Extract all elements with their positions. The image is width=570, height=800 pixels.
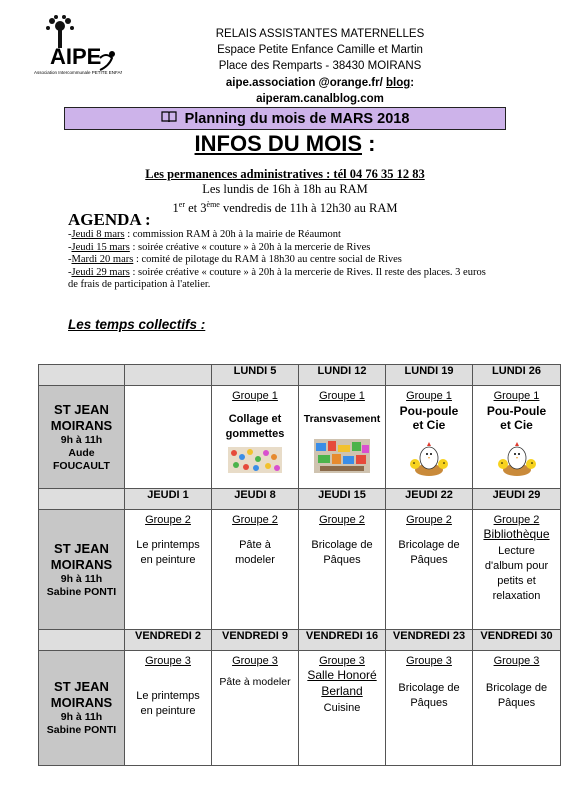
header-line3: Place des Remparts - 38430 MOIRANS: [218, 60, 422, 72]
day-header: LUNDI 26: [473, 365, 561, 386]
activity-cell: Groupe 3 Le printemps en peinture: [125, 651, 212, 766]
logo-tagline: Association Intercommunale PETITE ENFANCE: [33, 70, 122, 75]
aipe-logo-graphic: [22, 14, 122, 84]
planning-table: [38, 364, 561, 766]
hen-icon: [407, 436, 451, 476]
location-cell: ST JEAN MOIRANS 9h à 11h Sabine PONTI: [39, 510, 125, 630]
permanences-line1: Les lundis de 16h à 18h au RAM: [202, 182, 368, 196]
activity-cell: Groupe 3 Salle Honoré Berland Cuisine: [299, 651, 386, 766]
infos-title: INFOS DU MOIS: [194, 131, 362, 156]
day-header: JEUDI 1: [125, 489, 212, 510]
book-icon: [161, 111, 177, 126]
activity-cell: Groupe 2 Le printemps en peinture: [125, 510, 212, 630]
agenda-item: -Jeudi 15 mars : soirée créative « couture » à 20h à la mercerie de Rives: [68, 241, 371, 253]
infos-suffix: :: [362, 131, 376, 156]
day-header: JEUDI 8: [212, 489, 299, 510]
day-header: JEUDI 15: [299, 489, 386, 510]
day-header: VENDREDI 16: [299, 630, 386, 651]
header-line2: Espace Petite Enfance Camille et Martin: [217, 44, 423, 56]
activity-cell: Groupe 3 Pâte à modeler: [212, 651, 299, 766]
activity-cell: Groupe 2 Pâte à modeler: [212, 510, 299, 630]
jeudi-row: [39, 510, 561, 630]
agenda-item: -Jeudi 8 mars : commission RAM à 20h à la mairie de Réaumont: [68, 229, 341, 240]
activity-cell: Groupe 1 Pou-Poule et Cie: [473, 386, 561, 489]
planning-banner: [64, 107, 506, 130]
activity-cell: Groupe 2 Bibliothèque Lecture d'album pour petits et relaxation: [473, 510, 561, 630]
empty-cell: [125, 386, 212, 489]
vendredi-row: [39, 651, 561, 766]
activity-cell: Groupe 1 Pou-poule et Cie: [386, 386, 473, 489]
day-header: LUNDI 19: [386, 365, 473, 386]
gommettes-photo: [228, 447, 282, 473]
day-header: VENDREDI 23: [386, 630, 473, 651]
logo-text: AIPE: [50, 44, 102, 69]
collectifs-title: Les temps collectifs :: [68, 317, 206, 332]
day-header: LUNDI 12: [299, 365, 386, 386]
banner-title: Planning du mois de MARS 2018: [184, 110, 410, 127]
agenda-item: -Mardi 20 mars : comité de pilotage du RAM à 18h30 au centre social de Rives: [68, 254, 402, 265]
header-email[interactable]: aipe.association @orange.fr/: [225, 77, 383, 89]
activity-cell: Groupe 2 Bricolage de Pâques: [386, 510, 473, 630]
permanences-title: Les permanences administratives : tél 04 76 35 12 83: [145, 167, 425, 181]
header-blog-label[interactable]: blog: [386, 77, 411, 89]
agenda-title: AGENDA :: [68, 210, 151, 229]
header-contact: [170, 75, 470, 107]
jeudi-header-row: [39, 489, 561, 510]
vendredi-header-row: [39, 630, 561, 651]
day-header: JEUDI 29: [473, 489, 561, 510]
header-blog-url[interactable]: : aiperam.canalblog.com: [256, 77, 415, 105]
activity-cell: Groupe 3 Bricolage de Pâques: [386, 651, 473, 766]
day-header: VENDREDI 9: [212, 630, 299, 651]
activity-cell: Groupe 1 Collage et gommettes: [212, 386, 299, 489]
infos-heading: [0, 131, 570, 157]
day-header: VENDREDI 30: [473, 630, 561, 651]
lundi-row: [39, 386, 561, 489]
aipe-logo: [22, 14, 122, 84]
lundi-header-row: [39, 365, 561, 386]
day-header: LUNDI 5: [212, 365, 299, 386]
activity-cell: Groupe 3 Bricolage de Pâques: [473, 651, 561, 766]
permanences-line2: 1er et 3ème vendredis de 11h à 12h30 au RAM: [172, 200, 398, 216]
day-header: JEUDI 22: [386, 489, 473, 510]
permanences: [0, 167, 570, 216]
location-cell: ST JEAN MOIRANS 9h à 11h Aude FOUCAULT: [39, 386, 125, 489]
header: [170, 26, 470, 107]
agenda-list: [68, 229, 488, 292]
activity-cell: Groupe 1 Transvasement: [299, 386, 386, 489]
header-line1: RELAIS ASSISTANTES MATERNELLES: [215, 28, 425, 40]
location-cell: ST JEAN MOIRANS 9h à 11h Sabine PONTI: [39, 651, 125, 766]
activity-cell: Groupe 2 Bricolage de Pâques: [299, 510, 386, 630]
transvasement-photo: [314, 439, 370, 473]
agenda-item: -Jeudi 29 mars : soirée créative « couture » à 20h à la mercerie de Rives. Il reste des places. 3 euros de frais de participation à l'atelier.: [68, 266, 486, 290]
day-header: VENDREDI 2: [125, 630, 212, 651]
hen-icon: [495, 436, 539, 476]
